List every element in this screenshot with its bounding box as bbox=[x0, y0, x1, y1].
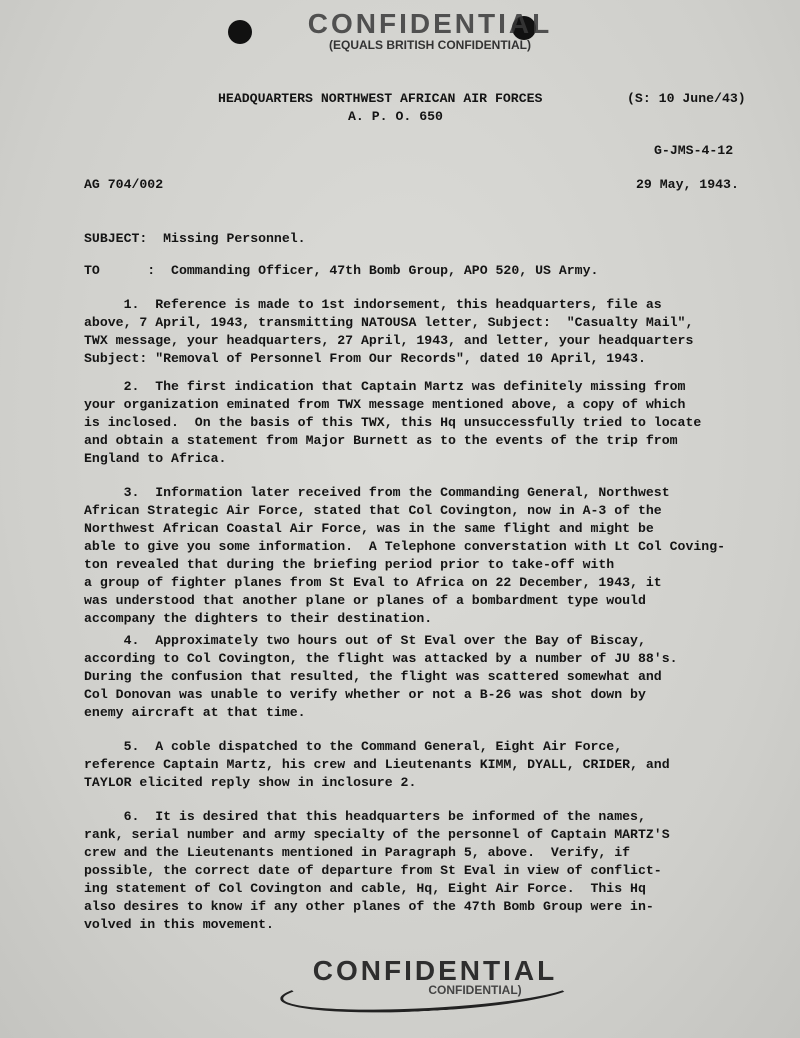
punch-hole-left bbox=[228, 20, 252, 44]
paragraph-line: reference Captain Martz, his crew and Lieutenants KIMM, DYALL, CRIDER, and bbox=[84, 757, 670, 772]
paragraph-1 bbox=[84, 296, 774, 368]
confidential-stamp-top bbox=[300, 8, 560, 52]
paragraph-line: ing statement of Col Covington and cable, Hq, Eight Air Force. This Hq bbox=[84, 881, 646, 896]
paragraph-line: 5. A coble dispatched to the Command General, Eight Air Force, bbox=[84, 739, 623, 754]
header-note: (S: 10 June/43) bbox=[627, 91, 746, 106]
confidential-stamp-bottom bbox=[285, 955, 585, 997]
paragraph-line: 3. Information later received from the Commanding General, Northwest bbox=[84, 485, 670, 500]
paragraph-4 bbox=[84, 632, 774, 722]
paragraph-line: volved in this movement. bbox=[84, 917, 274, 932]
paragraph-line: Col Donovan was unable to verify whether or not a B-26 was shot down by bbox=[84, 687, 646, 702]
paragraph-line: 4. Approximately two hours out of St Eval over the Bay of Biscay, bbox=[84, 633, 646, 648]
paragraph-line: possible, the correct date of departure from St Eval in view of conflict- bbox=[84, 863, 662, 878]
paragraph-line: accompany the dighters to their destination. bbox=[84, 611, 433, 626]
paragraph-line: During the confusion that resulted, the flight was scattered somewhat and bbox=[84, 669, 662, 684]
paragraph-line: is inclosed. On the basis of this TWX, this Hq unsuccessfully tried to locate bbox=[84, 415, 702, 430]
paragraph-line: a group of fighter planes from St Eval to Africa on 22 December, 1943, it bbox=[84, 575, 662, 590]
paragraph-line: crew and the Lieutenants mentioned in Paragraph 5, above. Verify, if bbox=[84, 845, 631, 860]
paragraph-line: enemy aircraft at that time. bbox=[84, 705, 306, 720]
paragraph-line: Northwest African Coastal Air Force, was in the same flight and might be bbox=[84, 521, 654, 536]
paragraph-6 bbox=[84, 808, 774, 934]
stamp-top-main: CONFIDENTIAL bbox=[307, 8, 553, 39]
paragraph-line: was understood that another plane or planes of a bombardment type would bbox=[84, 593, 646, 608]
stamp-bottom-main: CONFIDENTIAL bbox=[312, 955, 558, 986]
paragraph-line: above, 7 April, 1943, transmitting NATOUSA letter, Subject: "Casualty Mail", bbox=[84, 315, 694, 330]
paragraph-line: 2. The first indication that Captain Martz was definitely missing from bbox=[84, 379, 686, 394]
paragraph-2 bbox=[84, 378, 774, 468]
paragraph-line: and obtain a statement from Major Burnett as to the events of the trip from bbox=[84, 433, 678, 448]
paragraph-5 bbox=[84, 738, 774, 792]
stamp-top-sub: (EQUALS BRITISH CONFIDENTIAL) bbox=[329, 38, 531, 52]
paragraph-line: 6. It is desired that this headquarters be informed of the names, bbox=[84, 809, 646, 824]
to-line: TO : Commanding Officer, 47th Bomb Group, APO 520, US Army. bbox=[84, 263, 599, 278]
header-apo: A. P. O. 650 bbox=[348, 109, 443, 124]
paragraph-line: according to Col Covington, the flight was attacked by a number of JU 88's. bbox=[84, 651, 678, 666]
header-ag: AG 704/002 bbox=[84, 177, 164, 192]
stamp-bottom-sub: CONFIDENTIAL) bbox=[428, 983, 522, 997]
paragraph-line: England to Africa. bbox=[84, 451, 227, 466]
paragraph-line: TWX message, your headquarters, 27 April, 1943, and letter, your headquarters bbox=[84, 333, 694, 348]
paragraph-line: 1. Reference is made to 1st indorsement, this headquarters, file as bbox=[84, 297, 662, 312]
header-org: HEADQUARTERS NORTHWEST AFRICAN AIR FORCES bbox=[218, 91, 543, 106]
subject-line: SUBJECT: Missing Personnel. bbox=[84, 231, 306, 246]
header-ref: G-JMS-4-12 bbox=[654, 143, 734, 158]
paragraph-line: Subject: "Removal of Personnel From Our Records", dated 10 April, 1943. bbox=[84, 351, 646, 366]
paragraph-line: your organization eminated from TWX message mentioned above, a copy of which bbox=[84, 397, 686, 412]
paragraph-line: able to give you some information. A Telephone converstation with Lt Col Coving- bbox=[84, 539, 726, 554]
paragraph-line: rank, serial number and army specialty of the personnel of Captain MARTZ'S bbox=[84, 827, 670, 842]
header-date: 29 May, 1943. bbox=[636, 177, 739, 192]
paragraph-line: also desires to know if any other planes of the 47th Bomb Group were in- bbox=[84, 899, 654, 914]
paragraph-line: African Strategic Air Force, stated that Col Covington, now in A-3 of the bbox=[84, 503, 662, 518]
paragraph-line: ton revealed that during the briefing period prior to take-off with bbox=[84, 557, 615, 572]
paragraph-3 bbox=[84, 484, 774, 628]
paragraph-line: TAYLOR elicited reply show in inclosure 2. bbox=[84, 775, 417, 790]
